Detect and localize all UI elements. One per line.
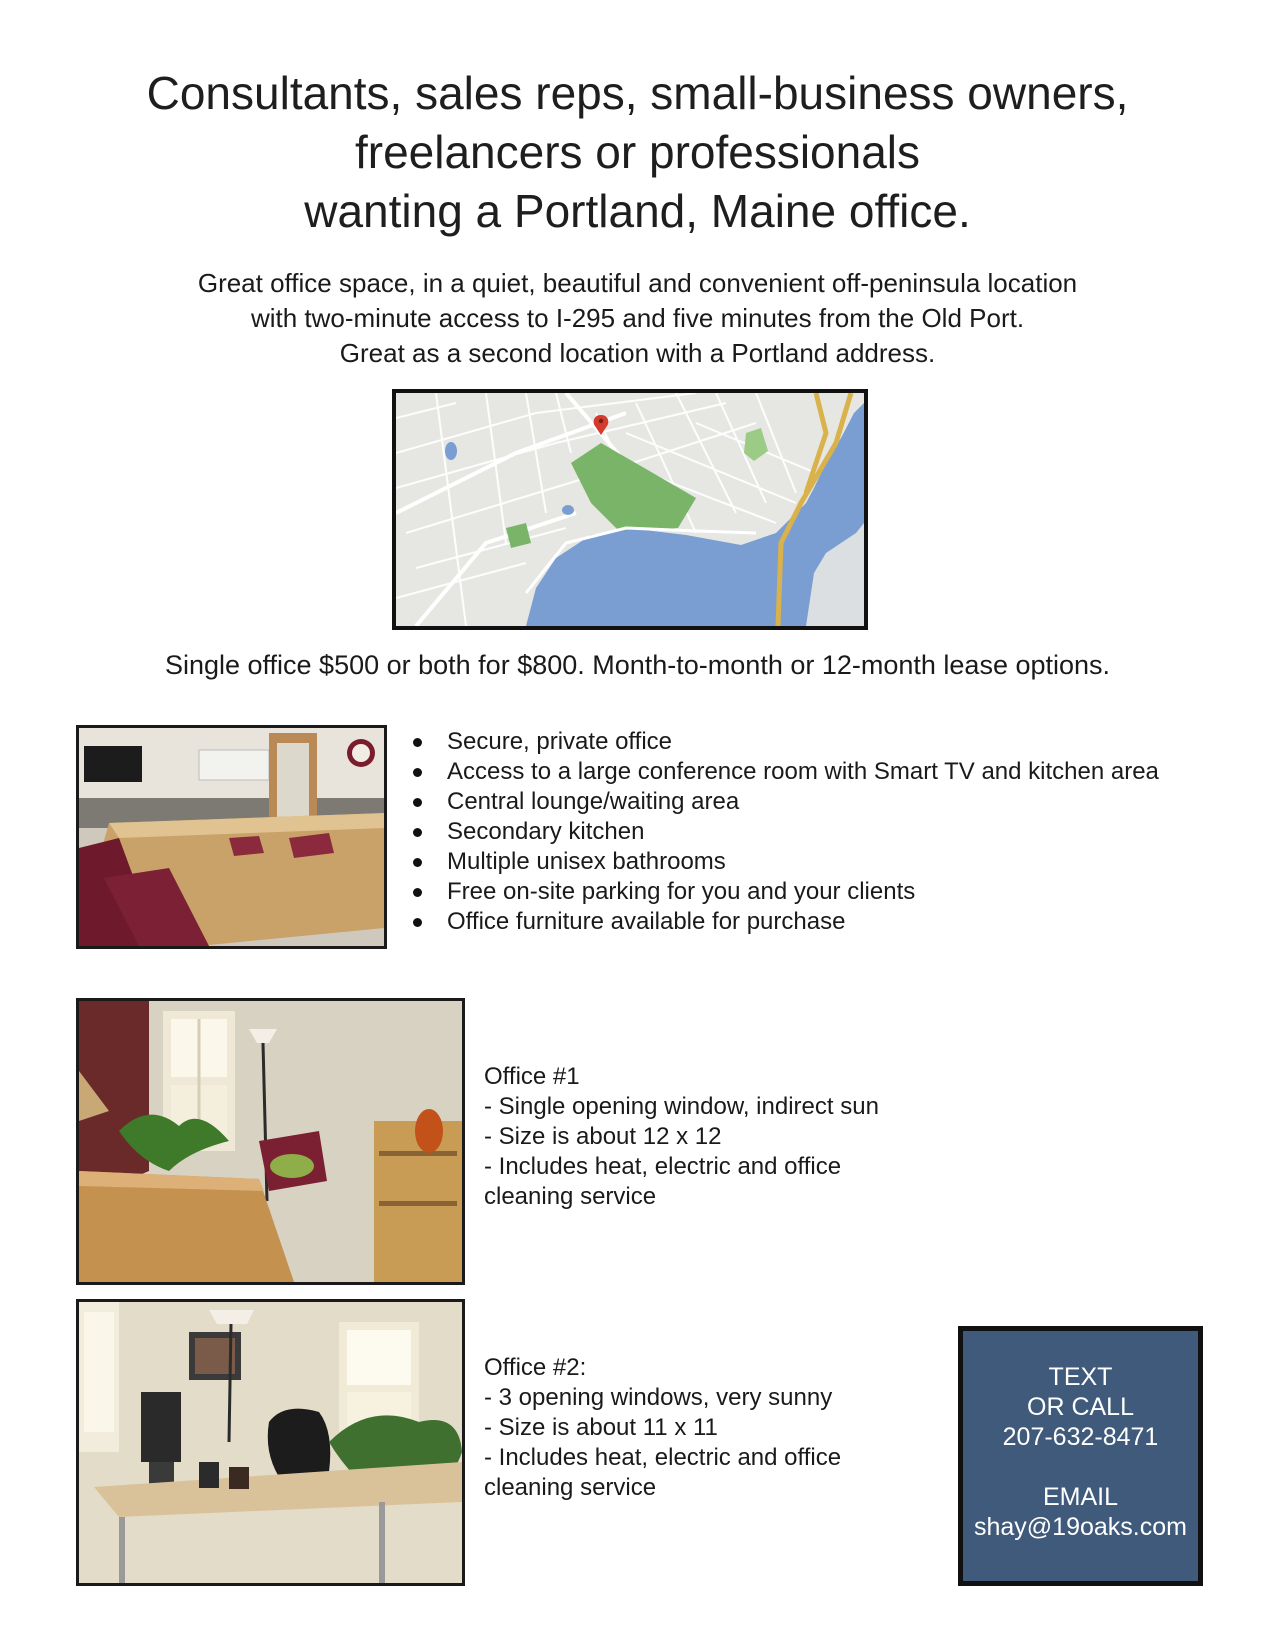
list-item: Office furniture available for purchase: [405, 907, 1159, 937]
office-1-detail-line: cleaning service: [484, 1183, 657, 1210]
office-2-detail-line: - Size is about 11 x 11: [484, 1414, 718, 1441]
list-item: Central lounge/waiting area: [405, 787, 1159, 817]
location-map: [392, 389, 868, 630]
office-1-detail-line: - Includes heat, electric and office: [484, 1153, 842, 1180]
contact-email: shay@19oaks.com: [974, 1513, 1187, 1541]
office-1-detail-line: - Single opening window, indirect sun: [484, 1093, 879, 1120]
headline-line-1: Consultants, sales reps, small-business owners,: [146, 67, 1129, 119]
office-2-photo: [76, 1299, 465, 1586]
intro-line-2: with two-minute access to I-295 and five minutes from the Old Port.: [250, 303, 1025, 333]
intro-line-3: Great as a second location with a Portland address.: [339, 338, 936, 368]
headline: [60, 64, 1215, 241]
office-1-title: Office #1: [484, 1063, 580, 1090]
amenities-list: [405, 727, 1159, 937]
list-item: Free on-site parking for you and your clients: [405, 877, 1159, 907]
contact-call-label: OR CALL: [1027, 1393, 1134, 1421]
office-1-details: [484, 1062, 879, 1212]
headline-line-3: wanting a Portland, Maine office.: [304, 185, 971, 237]
pricing-text: Single office $500 or both for $800. Month-to-month or 12-month lease options.: [164, 650, 1111, 680]
headline-line-2: freelancers or professionals: [354, 126, 921, 178]
office-2-detail-line: - Includes heat, electric and office: [484, 1444, 842, 1471]
intro-text: [60, 266, 1215, 371]
list-item: Secondary kitchen: [405, 817, 1159, 847]
contact-email-label: EMAIL: [1042, 1483, 1119, 1511]
conference-room-photo: [76, 725, 387, 949]
contact-box: [958, 1326, 1203, 1586]
list-item: Multiple unisex bathrooms: [405, 847, 1159, 877]
office-2-detail-line: - 3 opening windows, very sunny: [484, 1384, 833, 1411]
office-1-photo: [76, 998, 465, 1285]
intro-line-1: Great office space, in a quiet, beautiful and convenient off-peninsula location: [197, 268, 1078, 298]
office-2-title: Office #2:: [484, 1354, 587, 1381]
contact-phone: 207-632-8471: [1002, 1423, 1159, 1451]
office-2-details: [484, 1353, 841, 1503]
list-item: Access to a large conference room with Smart TV and kitchen area: [405, 757, 1159, 787]
office-1-detail-line: - Size is about 12 x 12: [484, 1123, 722, 1150]
map-graphic: [396, 393, 864, 626]
list-item: Secure, private office: [405, 727, 1159, 757]
office-2-detail-line: cleaning service: [484, 1474, 657, 1501]
contact-text-label: TEXT: [1048, 1363, 1113, 1391]
